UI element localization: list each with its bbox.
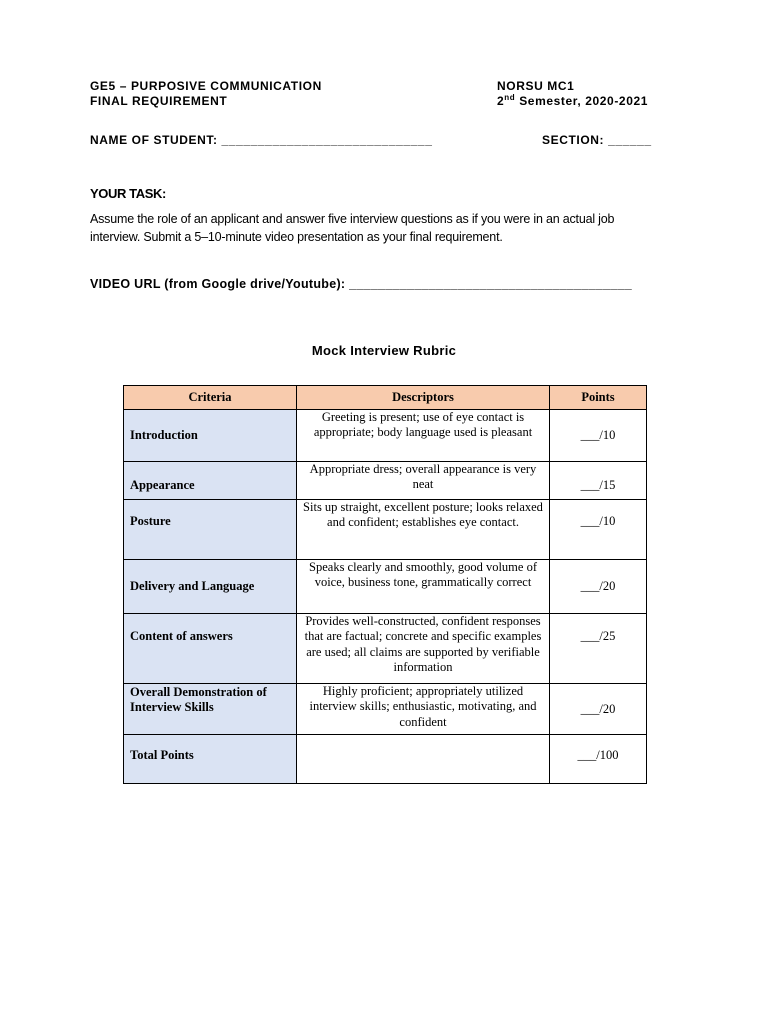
table-row	[124, 462, 647, 500]
criteria-cell: Overall Demonstration of Interview Skills	[124, 684, 297, 735]
criteria-cell: Content of answers	[124, 614, 297, 684]
student-info-line	[90, 133, 655, 147]
school-name: NORSU MC1	[497, 79, 575, 93]
points-cell: ___/20	[550, 560, 647, 614]
table-row	[124, 500, 647, 560]
points-cell: ___/10	[550, 410, 647, 462]
points-cell: ___/100	[550, 735, 647, 784]
task-heading: YOUR TASK:	[90, 186, 166, 201]
video-url-field: VIDEO URL (from Google drive/Youtube): _______________________________________	[90, 277, 632, 291]
descriptor-cell: Sits up straight, excellent posture; looks relaxed and confident; establishes eye contact.	[297, 500, 550, 560]
table-row	[124, 614, 647, 684]
table-row	[124, 560, 647, 614]
rubric-title: Mock Interview Rubric	[311, 343, 457, 358]
descriptor-cell: Appropriate dress; overall appearance is very neat	[297, 462, 550, 500]
section-field: SECTION: ______	[542, 133, 652, 147]
student-name-field: NAME OF STUDENT: _____________________________	[90, 133, 433, 147]
header-descriptors: Descriptors	[297, 386, 550, 410]
rubric-table	[123, 385, 647, 784]
semester-label	[497, 94, 648, 109]
task-description: Assume the role of an applicant and answer five interview questions as if you were in an actual job interview. Submit a 5–10-minute video presentation as your final requirement.	[90, 212, 615, 244]
header-points: Points	[550, 386, 647, 410]
criteria-cell: Introduction	[124, 410, 297, 462]
header-criteria: Criteria	[124, 386, 297, 410]
descriptor-cell	[297, 735, 550, 784]
criteria-cell: Posture	[124, 500, 297, 560]
descriptor-cell: Greeting is present; use of eye contact is appropriate; body language used is pleasant	[297, 410, 550, 462]
points-cell: ___/25	[550, 614, 647, 684]
course-header	[90, 79, 322, 109]
semester-number: 2	[497, 94, 505, 108]
points-cell: ___/15	[550, 462, 647, 500]
table-row	[124, 410, 647, 462]
descriptor-cell: Highly proficient; appropriately utilized interview skills; enthusiastic, motivating, and confident	[297, 684, 550, 735]
requirement-title: FINAL REQUIREMENT	[90, 94, 228, 108]
points-cell: ___/10	[550, 500, 647, 560]
school-header	[497, 79, 648, 109]
criteria-cell: Delivery and Language	[124, 560, 297, 614]
descriptor-cell: Speaks clearly and smoothly, good volume of voice, business tone, grammatically correct	[297, 560, 550, 614]
semester-year: Semester, 2020-2021	[515, 94, 649, 108]
course-title: GE5 – PURPOSIVE COMMUNICATION	[90, 79, 322, 93]
points-cell: ___/20	[550, 684, 647, 735]
table-row	[124, 684, 647, 735]
descriptor-cell: Provides well-constructed, confident responses that are factual; concrete and specific examples are used; all claims are supported by verifiable information	[297, 614, 550, 684]
semester-ordinal: nd	[504, 93, 516, 102]
criteria-cell: Total Points	[124, 735, 297, 784]
rubric-header-row	[124, 386, 647, 410]
criteria-cell: Appearance	[124, 462, 297, 500]
table-row	[124, 735, 647, 784]
